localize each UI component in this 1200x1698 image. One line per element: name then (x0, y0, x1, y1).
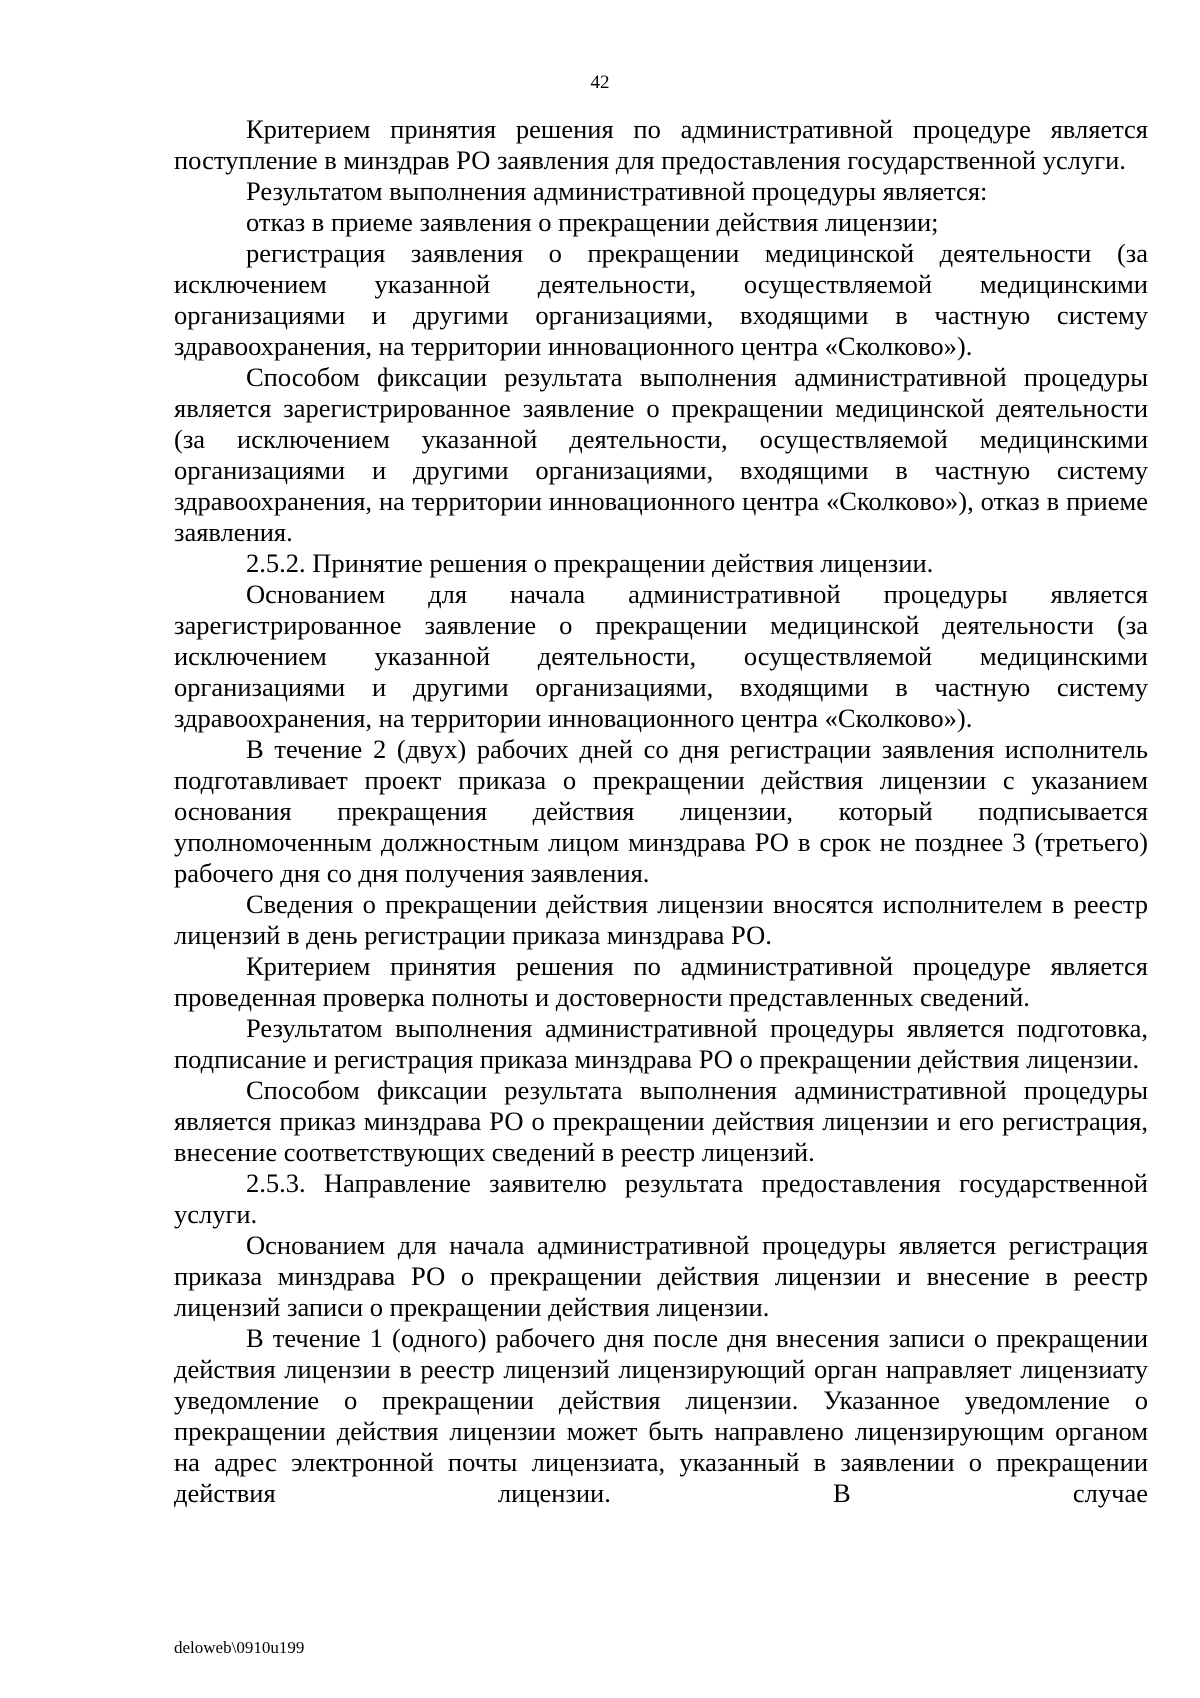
paragraph: Сведения о прекращении действия лицензии вносятся исполнителем в реестр лицензий в день регистрации приказа минздрава РО. (174, 889, 1148, 950)
paragraph: отказ в приеме заявления о прекращении действия лицензии; (246, 207, 939, 237)
paragraph: Критерием принятия решения по административной процедуре является поступление в минздрав РО заявления для предоставления государственной услуги. (174, 114, 1148, 175)
paragraph: В течение 1 (одного) рабочего дня после дня внесения записи о прекращении действия лицензии в реестр лицензий лицензирующий орган направляет лицензиату уведомление о прекращении действия лицензии. Указанное уведомление о прекращении действия лицензии может быть направлено лицензирующим органом на адрес электронной почты лицензиата, указанный в заявлении о прекращении действия лицензии. В случае (174, 1323, 1148, 1508)
paragraph: Критерием принятия решения по административной процедуре является проведенная проверка полноты и достоверности представленных сведений. (174, 951, 1148, 1012)
section-heading: 2.5.2. Принятие решения о прекращении действия лицензии. (246, 548, 934, 578)
section-heading: 2.5.3. Направление заявителю результата предоставления государственной услуги. (174, 1168, 1148, 1229)
paragraph: Способом фиксации результата выполнения административной процедуры является приказ минздрава РО о прекращении действия лицензии и его регистрация, внесение соответствующих сведений в реестр лицензий. (174, 1075, 1148, 1167)
page-number: 42 (590, 72, 610, 93)
paragraph: Основанием для начала административной процедуры является регистрация приказа минздрава РО о прекращении действия лицензии и внесение в реестр лицензий записи о прекращении действия лицензии. (174, 1230, 1148, 1322)
document-footer-code: deloweb\0910u199 (174, 1638, 305, 1657)
paragraph: В течение 2 (двух) рабочих дней со дня регистрации заявления исполнитель подготавливает проект приказа о прекращении действия лицензии с указанием основания прекращения действия лицензии, который подписывается уполномоченным должностным лицом минздрава РО в срок не позднее 3 (третьего) рабочего дня со дня получения заявления. (174, 734, 1148, 888)
paragraph: Основанием для начала административной процедуры является зарегистрированное заявление о прекращении медицинской деятельности (за исключением указанной деятельности, осуществляемой медицинскими организациями и другими организациями, входящими в частную систему здравоохранения, на территории инновационного центра «Сколково»). (174, 579, 1148, 733)
document-body (174, 114, 1148, 1509)
paragraph: Способом фиксации результата выполнения административной процедуры является зарегистрированное заявление о прекращении медицинской деятельности (за исключением указанной деятельности, осуществляемой медицинскими организациями и другими организациями, входящими в частную систему здравоохранения, на территории инновационного центра «Сколково»), отказ в приеме заявления. (174, 362, 1148, 547)
paragraph: регистрация заявления о прекращении медицинской деятельности (за исключением указанной деятельности, осуществляемой медицинскими организациями и другими организациями, входящими в частную систему здравоохранения, на территории инновационного центра «Сколково»). (174, 238, 1148, 361)
paragraph: Результатом выполнения административной процедуры является подготовка, подписание и регистрация приказа минздрава РО о прекращении действия лицензии. (174, 1013, 1148, 1074)
paragraph: Результатом выполнения административной процедуры является: (246, 176, 988, 206)
